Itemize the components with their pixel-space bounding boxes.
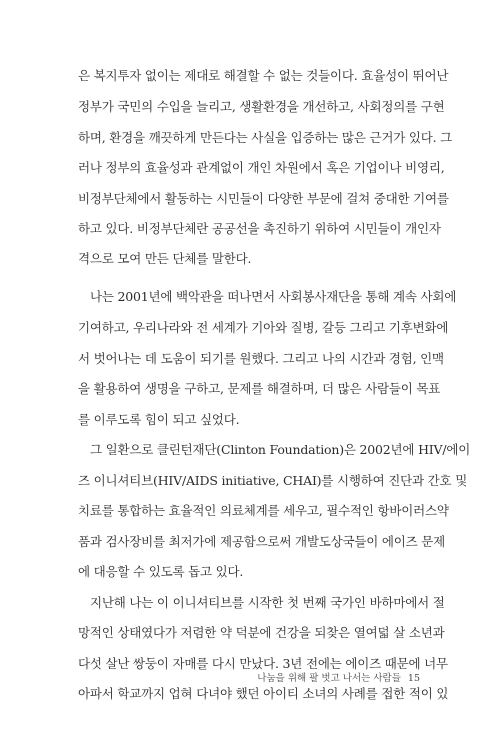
- text-line: 하고 있다. 비정부단체란 공공선을 촉진하기 위하여 시민들이 개인자: [78, 221, 441, 236]
- text-line: 아파서 학교까지 업혀 다녀야 했던 아이티 소녀의 사례를 접한 적이 있: [78, 686, 449, 701]
- text-line: 에 대응할 수 있도록 돕고 있다.: [78, 564, 244, 579]
- page-number: 15: [407, 673, 420, 684]
- text-line: 비정부단체에서 활동하는 시민들이 다양한 부문에 걸쳐 중대한 기여를: [78, 191, 449, 206]
- running-title: 나눔을 위해 팔 벗고 나서는 사람들: [257, 673, 401, 684]
- text-line: 다섯 살난 쌍둥이 자매를 다시 만났다. 3년 전에는 에이즈 때문에 너무: [78, 656, 448, 671]
- text-line: 기여하고, 우리나라와 전 세계가 기아와 질병, 갈등 그리고 기후변화에: [78, 320, 449, 335]
- text-line: 치료를 통합하는 효율적인 의료체계를 세우고, 필수적인 항바이러스약: [78, 503, 449, 518]
- text-line: 를 이루도록 힘이 되고 싶었다.: [78, 412, 240, 427]
- text-line: 서 벗어나는 데 도움이 되기를 원했다. 그리고 나의 시간과 경험, 인맥: [78, 351, 444, 366]
- text-line: 품과 검사장비를 최저가에 제공함으로써 개발도상국들이 에이즈 문제: [78, 534, 446, 549]
- text-line: 을 활용하여 생명을 구하고, 문제를 해결하며, 더 많은 사람들이 목표: [78, 381, 441, 396]
- text-line: 지난해 나는 이 이니셔티브를 시작한 첫 번째 국가인 바하마에서 절: [90, 595, 445, 610]
- text-line: 은 복지투자 없이는 제대로 해결할 수 없는 것들이다. 효율성이 뛰어난: [78, 68, 449, 83]
- text-line: 나는 2001년에 백악관을 떠나면서 사회봉사재단을 통해 계속 사회에: [90, 289, 457, 304]
- text-line: 즈 이니셔티브(HIV/AIDS initiative, CHAI)를 시행하여 진단과 간호 및: [78, 473, 468, 488]
- text-line: 망적인 상태였다가 저렴한 약 덕분에 건강을 되찾은 열여덟 살 소년과: [78, 625, 445, 640]
- text-line: 정부가 국민의 수입을 늘리고, 생활환경을 개선하고, 사회정의를 구현: [78, 99, 445, 114]
- text-line: 격으로 모여 만든 단체를 말한다.: [78, 251, 252, 266]
- text-line: 러나 정부의 효율성과 관계없이 개인 차원에서 혹은 기업이나 비영리,: [78, 160, 445, 175]
- text-line: 그 일환으로 클린턴재단(Clinton Foundation)은 2002년에 HIV/에이: [90, 442, 471, 457]
- page-footer: [257, 670, 420, 684]
- text-line: 하며, 환경을 깨끗하게 만든다는 사실을 입증하는 많은 근거가 있다. 그: [78, 130, 453, 145]
